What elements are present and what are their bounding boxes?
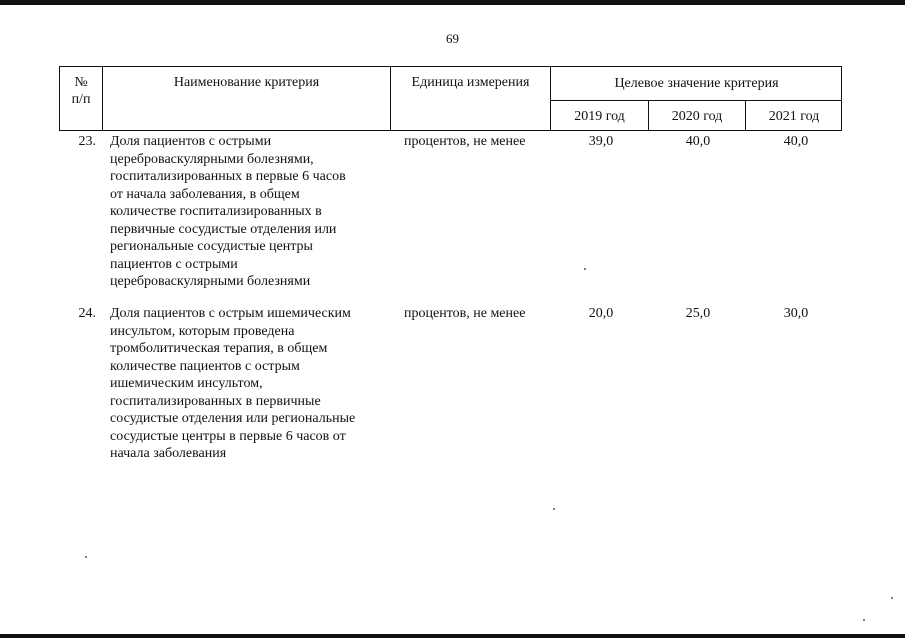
- page-border-top: [0, 0, 905, 5]
- row-24-value-2020: 25,0: [685, 306, 711, 321]
- row-23-number: 23.: [78, 134, 96, 149]
- row-24-criterion: Доля пациентов с острым ишемическим инсультом, которым проведена тромболитическая терапия, в общем количестве пациентов с острым ишемическим инсультом, госпитализированных в первичные сосудистые отделения или региональные сосудистые центры в первые 6 часов от начала заболевания: [110, 306, 356, 461]
- row-23-unit: процентов, не менее: [404, 134, 526, 149]
- header-divider-years: [550, 100, 842, 101]
- row-23-criterion: Доля пациентов с острыми цереброваскулярными болезнями, госпитализированных в первые 6 часов от начала заболевания, в общем количестве госпитализированных в первичные сосудистые отделения или региональные сосудистые центры пациентов с острыми цереброваскулярными болезнями: [110, 134, 346, 289]
- row-24-value-2021: 30,0: [783, 306, 809, 321]
- row-24-value-2019: 20,0: [588, 306, 614, 321]
- page-border-bottom: [0, 634, 905, 638]
- header-year-2019: 2019 год: [574, 109, 625, 124]
- row-23-value-2020: 40,0: [685, 134, 711, 149]
- scan-speck: [863, 619, 865, 621]
- scan-speck: [891, 597, 893, 599]
- scan-speck: [584, 268, 586, 270]
- header-target: Целевое значение критерия: [614, 76, 779, 91]
- scan-speck: [553, 508, 555, 510]
- page-number: 69: [446, 31, 459, 46]
- header-name: Наименование критерия: [173, 75, 320, 90]
- header-year-2021: 2021 год: [768, 109, 820, 124]
- scan-speck: [85, 556, 87, 558]
- header-num: № п/п: [71, 75, 91, 107]
- header-year-2020: 2020 год: [671, 109, 723, 124]
- header-unit: Единица измерения: [411, 75, 530, 90]
- row-23-value-2021: 40,0: [783, 134, 809, 149]
- row-23-value-2019: 39,0: [588, 134, 614, 149]
- row-24-number: 24.: [78, 306, 96, 321]
- row-24-unit: процентов, не менее: [404, 306, 526, 321]
